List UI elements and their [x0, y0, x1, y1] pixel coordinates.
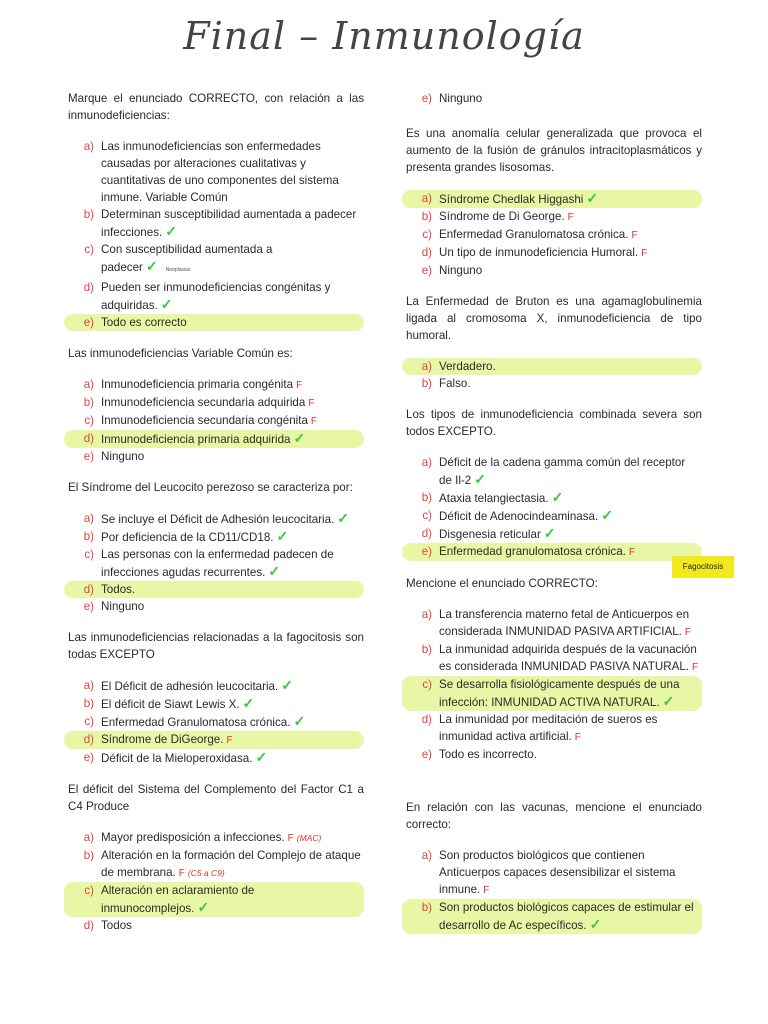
option-item: [68, 528, 364, 546]
false-mark: F: [308, 398, 315, 409]
option-list: [68, 510, 364, 615]
option-text: [101, 394, 362, 412]
page-title: Final – Inmunología: [183, 14, 585, 58]
option-text-content: La transferencia materno fetal de Anticuerpos en considerada INMUNIDAD PASIVA ARTIFICIAL.: [439, 608, 690, 638]
option-list: [406, 90, 702, 107]
option-text: [439, 208, 700, 226]
option-item: [406, 226, 702, 244]
question-text: Las inmunodeficiencias relacionadas a la fagocitosis son todas EXCEPTO: [68, 631, 364, 661]
option-letter: c): [84, 548, 94, 561]
option-text-content: Con susceptibilidad aumentada a padecer: [101, 243, 273, 274]
option-text-content: Todo es incorrecto.: [439, 748, 537, 761]
handwritten-note: Neoplasias: [165, 267, 191, 273]
option-list: [68, 138, 364, 331]
option-item: [406, 641, 702, 676]
option-text: [101, 138, 362, 206]
highlighted-option: [402, 676, 702, 711]
option-text-content: El Déficit de adhesión leucocitaria.: [101, 680, 279, 693]
option-letter: d): [421, 527, 432, 540]
option-item: [68, 206, 364, 241]
option-item: [68, 917, 364, 934]
option-letter: a): [421, 849, 432, 862]
option-text-content: Inmunodeficiencia primaria adquirida: [101, 433, 291, 446]
option-text-content: Verdadero.: [439, 360, 496, 373]
check-icon: ✓: [145, 258, 158, 274]
option-text: [101, 749, 362, 767]
option-letter: c): [422, 678, 432, 691]
option-text-content: Por deficiencia de la CD11/CD18.: [101, 531, 274, 544]
highlighted-option: [402, 899, 702, 934]
option-text: [439, 190, 700, 208]
option-text: [101, 430, 362, 448]
option-letter: c): [422, 228, 432, 241]
check-icon: ✓: [662, 693, 675, 709]
option-letter: d): [421, 713, 432, 726]
question-text: El Síndrome del Leucocito perezoso se caracteriza por:: [68, 481, 353, 494]
option-text-content: Inmunodeficiencia primaria congénita: [101, 378, 294, 391]
option-item: [68, 279, 364, 314]
option-text: [101, 510, 362, 528]
option-text: [101, 829, 362, 847]
option-letter: e): [421, 748, 432, 761]
option-text: [101, 917, 362, 934]
option-letter: d): [83, 432, 94, 445]
option-letter: d): [83, 919, 94, 932]
option-letter: b): [83, 208, 94, 221]
question-text: Las inmunodeficiencias Variable Común es:: [68, 347, 293, 360]
option-letter: a): [421, 608, 432, 621]
option-list: [68, 376, 364, 465]
option-text: [439, 358, 700, 375]
option-text: [101, 241, 362, 279]
option-text-content: Ataxia telangiectasia.: [439, 492, 549, 505]
highlighted-option: [402, 190, 702, 208]
option-text-content: Déficit de Adenocindeaminasa.: [439, 510, 599, 523]
option-item: [68, 713, 364, 731]
check-icon: ✓: [281, 677, 293, 693]
option-text: [439, 375, 700, 392]
option-item: [68, 546, 364, 581]
false-mark: F: [310, 416, 318, 427]
option-text-content: La inmunidad adquirida después de la vacunación es considerada INMUNIDAD PASIVA NATURAL.: [439, 643, 697, 673]
option-letter: d): [421, 246, 432, 259]
option-list: [406, 847, 702, 934]
option-list: [68, 677, 364, 767]
option-item: [406, 489, 702, 507]
check-icon: ✓: [601, 507, 613, 523]
option-letter: d): [83, 583, 94, 596]
left-column: [68, 90, 364, 948]
option-list: [406, 190, 702, 279]
option-text: [439, 244, 700, 262]
option-text: [439, 226, 700, 244]
option-text-content: Inmunodeficiencia secundaria adquirida: [101, 396, 306, 409]
option-item: [68, 749, 364, 767]
option-text-content: Enfermedad Granulomatosa crónica.: [101, 716, 291, 729]
option-text: [439, 262, 700, 279]
option-item: [68, 677, 364, 695]
option-text: [439, 606, 700, 641]
option-item: [68, 394, 364, 412]
option-list: [406, 606, 702, 763]
option-text: [439, 676, 700, 711]
option-item: [406, 847, 702, 899]
option-letter: b): [83, 396, 94, 409]
option-text-content: Síndrome de DiGeorge.: [101, 733, 224, 746]
check-icon: ✓: [255, 749, 268, 765]
option-text: [101, 412, 362, 430]
option-letter: c): [84, 715, 94, 728]
option-text-content: Déficit de la cadena gamma común del receptor de Il-2: [439, 456, 686, 487]
option-text-content: Mayor predisposición a infecciones.: [101, 831, 285, 844]
option-item: [406, 525, 702, 543]
option-text-content: Déficit de la Mieloperoxidasa.: [101, 752, 253, 765]
option-item: [406, 90, 702, 107]
option-text-content: Se desarrolla fisiológicamente después de una infección: INMUNIDAD ACTIVA NATURAL.: [439, 678, 680, 709]
option-text-content: Ninguno: [101, 600, 145, 613]
option-item: [68, 510, 364, 528]
false-mark: F: [628, 547, 636, 558]
option-list: [68, 829, 364, 934]
question-text: El déficit del Sistema del Complemento del Factor C1 a C4 Produce: [68, 783, 364, 813]
option-text-content: Ninguno: [439, 264, 483, 277]
false-mark: F: [226, 735, 233, 746]
option-text: [439, 711, 700, 746]
option-text-content: Todos: [101, 919, 132, 932]
option-text: [439, 489, 700, 507]
option-text: [439, 543, 700, 561]
option-text-content: Son productos biológicos que contienen Anticuerpos capaces desensibilizar el sistema inmune.: [439, 849, 676, 896]
check-icon: ✓: [589, 916, 602, 932]
option-text: [439, 899, 700, 934]
check-icon: ✓: [586, 190, 599, 206]
option-letter: e): [83, 751, 94, 764]
option-letter: b): [83, 849, 94, 862]
option-text: [439, 641, 700, 676]
option-text: [101, 731, 362, 749]
option-item: [406, 711, 702, 746]
option-text: [101, 847, 362, 882]
highlighted-option: [64, 731, 364, 749]
option-text: [101, 581, 362, 598]
false-mark: F: [296, 380, 303, 391]
handwritten-note: (C5 a C9): [187, 868, 225, 878]
question-text: La Enfermedad de Bruton es una agamaglobulinemia ligada al cromosoma X, inmunodeficiencia de tipo humoral.: [406, 295, 702, 342]
option-text-content: Un tipo de inmunodeficiencia Humoral.: [439, 246, 639, 259]
option-letter: a): [421, 192, 432, 205]
highlighted-option: [64, 882, 364, 917]
highlighted-option: [402, 358, 702, 375]
option-letter: e): [83, 450, 94, 463]
option-text-content: Inmunodeficiencia secundaria congénita: [101, 414, 308, 427]
option-item: [406, 208, 702, 226]
option-text: [439, 454, 700, 489]
option-text-content: El déficit de Siawt Lewis X.: [101, 698, 240, 711]
false-mark: F: [692, 662, 699, 673]
false-mark: F: [684, 627, 692, 638]
check-icon: ✓: [293, 430, 306, 446]
option-letter: a): [421, 456, 432, 469]
option-text-content: Alteración en aclaramiento de inmunocomplejos.: [101, 884, 255, 915]
option-letter: c): [84, 884, 94, 897]
option-text: [439, 847, 700, 899]
option-letter: b): [83, 697, 94, 710]
option-letter: e): [421, 264, 432, 277]
false-mark: F: [567, 212, 574, 223]
option-text-content: Ninguno: [101, 450, 145, 463]
option-letter: b): [83, 530, 94, 543]
option-item: [68, 829, 364, 847]
option-text: [101, 546, 362, 581]
option-text: Ninguno: [439, 92, 483, 105]
false-mark: F: [631, 230, 638, 241]
false-mark: F: [287, 833, 294, 844]
false-mark: F: [574, 732, 581, 743]
check-icon: ✓: [276, 528, 289, 544]
option-letter: c): [84, 243, 94, 256]
option-text: [101, 448, 362, 465]
option-letter: b): [421, 901, 432, 914]
option-text-content: Pueden ser inmunodeficiencias congénitas y adquiridas.: [101, 281, 331, 312]
option-item: [68, 241, 364, 279]
question-text: En relación con las vacunas, mencione el enunciado correcto:: [406, 801, 702, 831]
option-text: [439, 507, 700, 525]
question-text: Mencione el enunciado CORRECTO:: [406, 577, 598, 590]
option-item: [406, 262, 702, 279]
right-column: [406, 90, 702, 948]
option-text-content: Todos.: [101, 583, 136, 596]
option-text-content: Falso.: [439, 377, 471, 390]
option-text-content: Síndrome de Di George.: [439, 210, 565, 223]
check-icon: ✓: [337, 510, 350, 526]
option-text-content: Las personas con la enfermedad padecen de infecciones agudas recurrentes.: [101, 548, 334, 579]
option-letter: a): [83, 140, 94, 153]
option-text-content: Determinan susceptibilidad aumentada a padecer infecciones.: [101, 208, 357, 239]
option-text: [101, 598, 362, 615]
option-text: [101, 206, 362, 241]
option-text-content: Disgenesia reticular: [439, 528, 541, 541]
option-item: [406, 507, 702, 525]
option-letter: d): [83, 281, 94, 294]
option-item: [68, 448, 364, 465]
option-item: [68, 138, 364, 206]
option-letter: b): [421, 491, 432, 504]
option-letter: c): [422, 509, 432, 522]
option-letter: e): [421, 92, 432, 105]
option-text: [101, 677, 362, 695]
option-item: [68, 847, 364, 882]
option-list: [406, 454, 702, 561]
option-item: [406, 244, 702, 262]
option-letter: a): [83, 679, 94, 692]
false-mark: F: [483, 885, 490, 896]
option-list: [406, 358, 702, 392]
question-text: Marque el enunciado CORRECTO, con relación a las inmunodeficiencias:: [68, 92, 364, 122]
option-text-content: Las inmunodeficiencias son enfermedades causadas por alteraciones cualitativas y cuantitativas de uno componentes del sistema inmune. Variable Común: [101, 140, 339, 204]
option-letter: d): [83, 733, 94, 746]
option-letter: a): [83, 378, 94, 391]
option-letter: b): [421, 210, 432, 223]
option-text-content: Se incluye el Déficit de Adhesión leucocitaria.: [101, 513, 335, 526]
option-text-content: Enfermedad granulomatosa crónica.: [439, 545, 626, 558]
false-mark: F: [641, 248, 648, 259]
option-item: [68, 376, 364, 394]
option-text: [439, 746, 700, 763]
option-item: [406, 454, 702, 489]
option-letter: a): [83, 831, 94, 844]
question-text: Los tipos de inmunodeficiencia combinada severa son todos EXCEPTO.: [406, 408, 702, 438]
option-letter: a): [83, 512, 94, 525]
check-icon: ✓: [551, 489, 564, 505]
false-mark: F: [178, 868, 185, 879]
option-item: [406, 746, 702, 763]
option-text: [101, 713, 362, 731]
option-text-content: La inmunidad por meditación de sueros es inmunidad activa artificial.: [439, 713, 658, 743]
check-icon: ✓: [293, 713, 306, 729]
question-text: Es una anomalía celular generalizada que provoca el aumento de la fusión de gránulos intracitoplasmáticos y presenta grandes lisosomas.: [406, 127, 702, 174]
option-text: [101, 695, 362, 713]
option-item: [406, 375, 702, 392]
check-icon: ✓: [268, 563, 281, 579]
option-letter: b): [421, 643, 432, 656]
check-icon: ✓: [165, 223, 177, 239]
option-text-content: Síndrome Chedlak Higgashi: [439, 193, 584, 206]
option-text: [101, 528, 362, 546]
option-letter: e): [83, 316, 94, 329]
option-text: [439, 525, 700, 543]
option-text: [101, 376, 362, 394]
highlighted-option: [64, 430, 364, 448]
check-icon: ✓: [197, 899, 210, 915]
option-text-content: Son productos biológicos capaces de estimular el desarrollo de Ac específicos.: [439, 901, 694, 932]
check-icon: ✓: [474, 471, 486, 487]
option-text-content: Todo es correcto: [101, 316, 187, 329]
check-icon: ✓: [160, 296, 173, 312]
highlighted-option: [64, 314, 364, 331]
option-item: [68, 412, 364, 430]
option-text: [101, 882, 362, 917]
option-letter: c): [84, 414, 94, 427]
check-icon: ✓: [242, 695, 255, 711]
option-text: [101, 279, 362, 314]
option-text-content: Enfermedad Granulomatosa crónica.: [439, 228, 629, 241]
option-letter: a): [421, 360, 432, 373]
fagocitosis-sticky-note: Fagocitosis: [672, 556, 734, 578]
option-item: [68, 598, 364, 615]
option-item: [68, 695, 364, 713]
option-item: [406, 606, 702, 641]
handwritten-note: (MAC): [296, 833, 322, 843]
option-letter: e): [83, 600, 94, 613]
highlighted-option: [402, 543, 702, 561]
option-letter: e): [421, 545, 432, 558]
highlighted-option: [64, 581, 364, 598]
option-text-content: Alteración en la formación del Complejo de ataque de membrana.: [101, 849, 361, 879]
option-letter: b): [421, 377, 432, 390]
check-icon: ✓: [543, 525, 556, 541]
option-text: [101, 314, 362, 331]
